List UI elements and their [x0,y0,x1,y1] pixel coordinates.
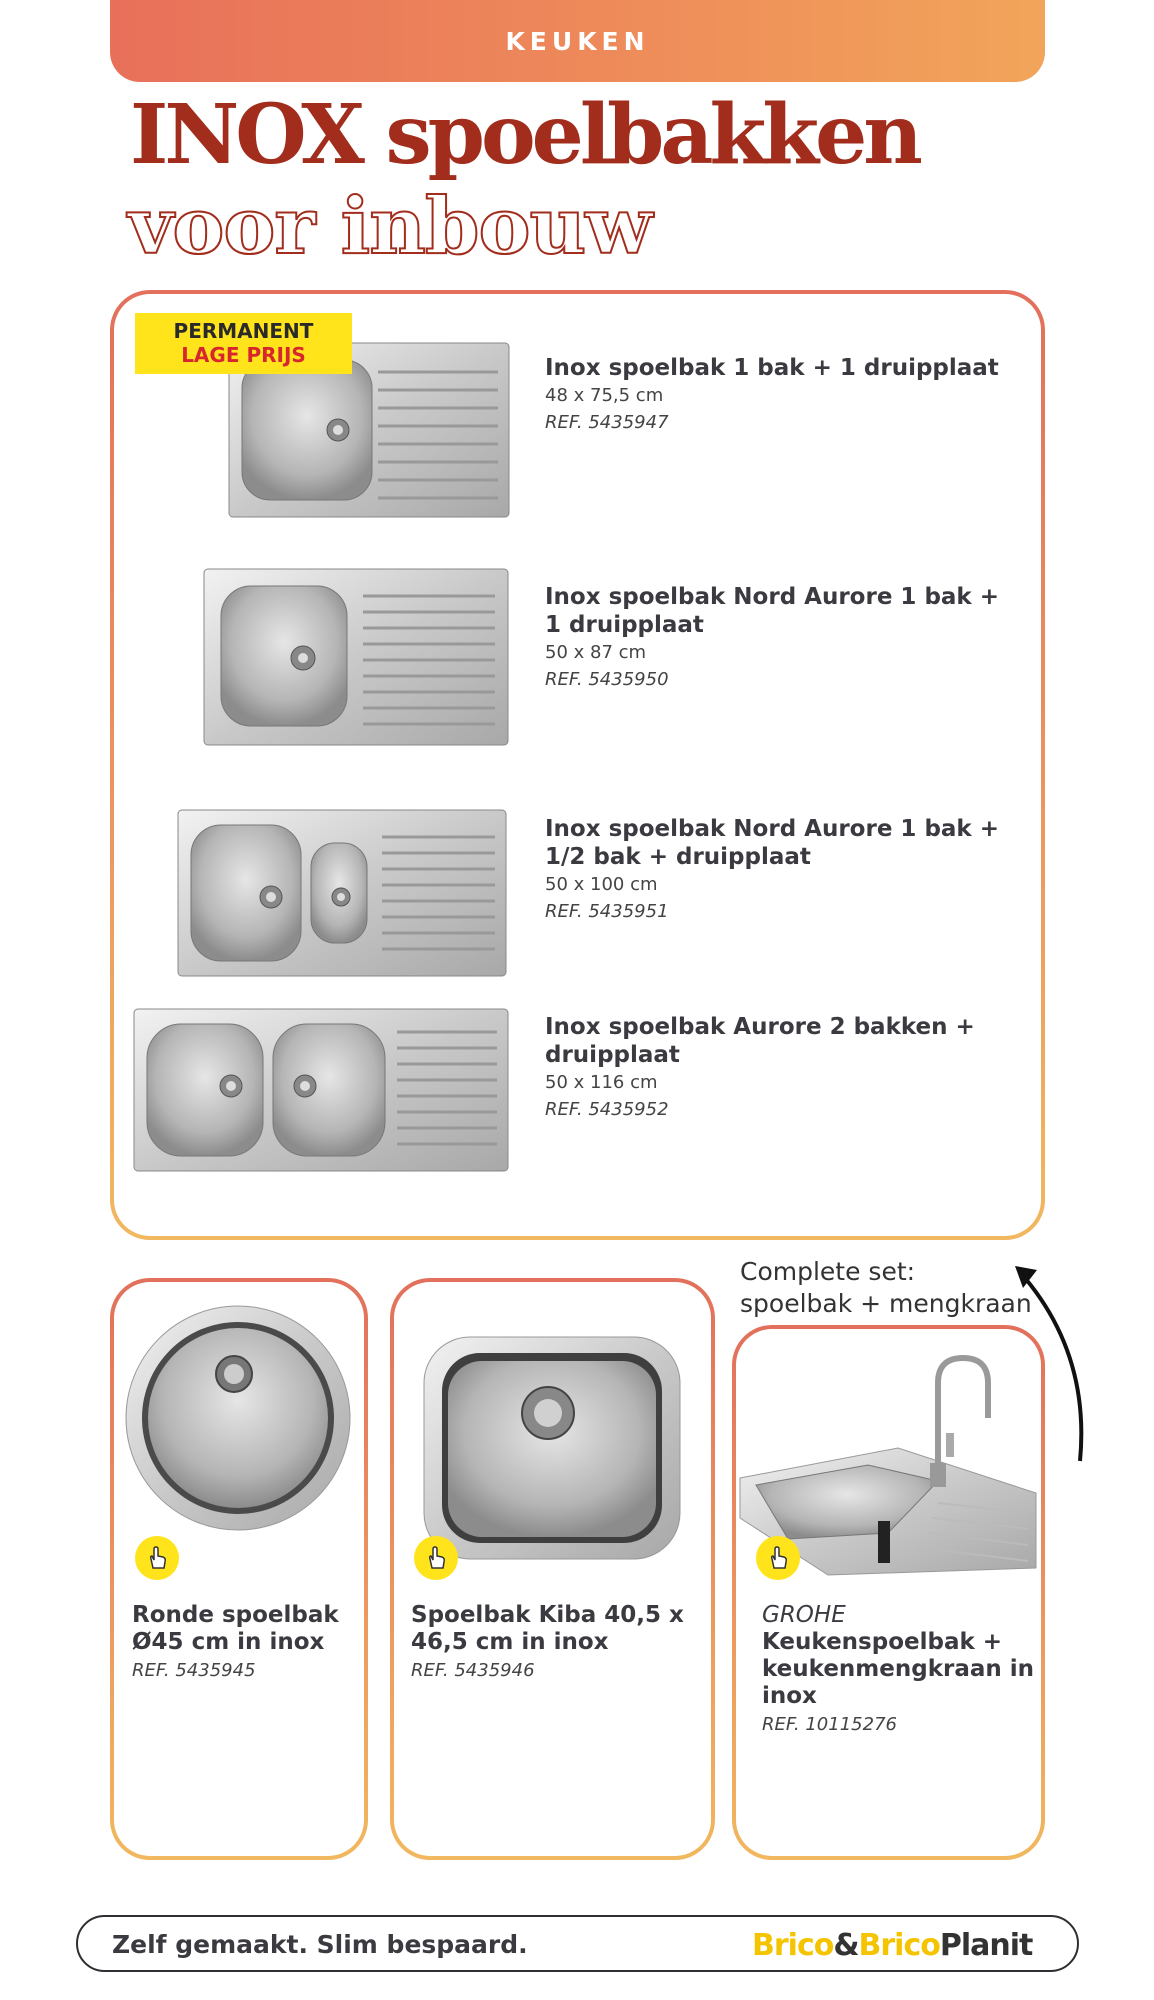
page-subtitle: voor inbouw [128,181,652,272]
product-2-ref: REF. 5435950 [545,669,669,690]
product-4-ref: REF. 5435952 [545,1099,669,1120]
product-3-ref: REF. 5435951 [545,901,669,922]
category-banner [110,0,1045,82]
category-label: KEUKEN [505,26,650,56]
product-3-info [545,815,1015,925]
product-4-info [545,1013,1015,1123]
touch-hand-icon [756,1536,800,1580]
product-1-name: Inox spoelbak 1 bak + 1 druipplaat [545,355,999,381]
round-sink-name: Ronde spoelbak Ø45 cm in inox [132,1602,339,1655]
sink-2-bowl-drainer-image [203,568,509,746]
round-sink-text [132,1602,362,1686]
product-1-ref: REF. 5435947 [545,412,669,433]
sink-4-double-bowl-drainer-image [133,1008,509,1172]
round-sink-image [122,1302,354,1534]
product-3-name: Inox spoelbak Nord Aurore 1 bak + 1/2 bak + druipplaat [545,816,1000,870]
product-2-info [545,583,1015,693]
grohe-set-ref: REF. 10115276 [762,1714,897,1735]
touch-hand-icon [414,1536,458,1580]
touch-hand-icon [135,1536,179,1580]
product-4-name: Inox spoelbak Aurore 2 bakken + druipplaat [545,1014,975,1068]
product-1-size: 48 x 75,5 cm [545,385,664,406]
product-2-size: 50 x 87 cm [545,642,647,663]
product-2-name: Inox spoelbak Nord Aurore 1 bak + 1 druipplaat [545,584,1000,638]
kiba-sink-image [420,1333,684,1563]
kiba-sink-text [411,1602,701,1686]
curved-arrow-icon [1015,1256,1095,1466]
complete-set-note: Complete set: spoelbak + mengkraan [740,1257,1032,1318]
footer-slogan: Zelf gemaakt. Slim bespaard. [112,1930,528,1959]
permanent-low-price-badge: PERMANENT LAGE PRIJS [135,313,352,374]
product-3-size: 50 x 100 cm [545,874,658,895]
grohe-set-text [762,1602,1037,1740]
kiba-sink-name: Spoelbak Kiba 40,5 x 46,5 cm in inox [411,1602,684,1655]
product-4-size: 50 x 116 cm [545,1072,658,1093]
grohe-set-name: Keukenspoelbak + keukenmengkraan in inox [762,1629,1035,1709]
sink-3-bowl-half-drainer-image [177,809,507,977]
brico-logo: Brico&BricoPlanit [752,1928,1033,1963]
page-title: INOX spoelbakken [130,87,919,183]
product-1-info [545,354,1015,436]
kiba-sink-ref: REF. 5435946 [411,1660,535,1681]
round-sink-ref: REF. 5435945 [132,1660,256,1681]
grohe-brand: GROHE [762,1602,846,1628]
